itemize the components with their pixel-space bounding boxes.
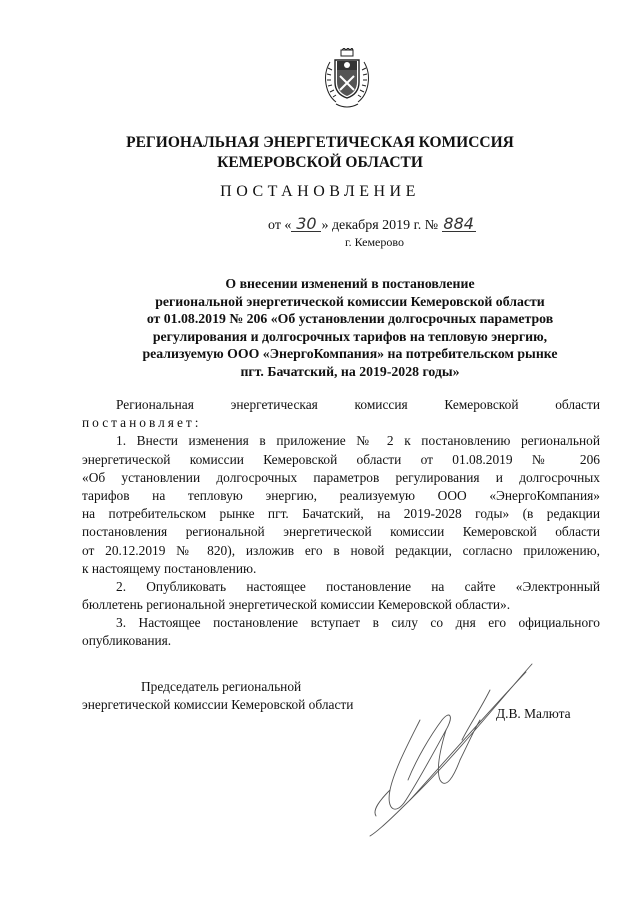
paragraph-1-line: энергетической комиссии Кемеровской области от 01.08.2019 № 206 bbox=[82, 451, 600, 467]
paragraph-1-line: на потребительском рынке пгт. Бачатский, на 2019-2028 годы» (в редакции bbox=[82, 506, 600, 522]
title-line: О внесении изменений в постановление bbox=[225, 276, 475, 291]
organization-name-line1: РЕГИОНАЛЬНАЯ ЭНЕРГЕТИЧЕСКАЯ КОМИССИЯ bbox=[126, 134, 514, 151]
signatory-position-line2: энергетической комиссии Кемеровской области bbox=[82, 697, 354, 712]
document-title bbox=[100, 275, 600, 381]
organization-name-line2: КЕМЕРОВСКОЙ ОБЛАСТИ bbox=[217, 154, 423, 171]
date-prefix: от « bbox=[268, 218, 292, 233]
paragraph-1-line: от 20.12.2019 № 820), изложив его в новой редакции, согласно приложению, bbox=[82, 542, 600, 558]
title-line: от 01.08.2019 № 206 «Об установлении долгосрочных параметров bbox=[146, 311, 554, 327]
title-line: реализуемую ООО «ЭнергоКомпания» на потребительском рынке bbox=[142, 346, 558, 362]
city: г. Кемерово bbox=[345, 235, 404, 249]
title-line: региональной энергетической комиссии Кемеровской области bbox=[155, 293, 545, 309]
coat-of-arms-icon bbox=[322, 48, 372, 110]
paragraph-3-line: 3. Настоящее постановление вступает в силу со дня его официального bbox=[116, 615, 600, 631]
handwritten-signature bbox=[350, 660, 540, 840]
paragraph-2-line: бюллетень региональной энергетической комиссии Кемеровской области». bbox=[82, 597, 511, 613]
intro-verb: постановляет: bbox=[82, 415, 202, 431]
signatory-name: Д.В. Малюта bbox=[496, 706, 571, 721]
document-body bbox=[82, 396, 600, 651]
paragraph-1-line: 1. Внести изменения в приложение № 2 к постановлению региональной bbox=[116, 433, 600, 449]
signatory-position bbox=[82, 678, 353, 714]
paragraph-2-line: 2. Опубликовать настоящее постановление на сайте «Электронный bbox=[116, 578, 600, 594]
paragraph-1-line: «Об установлении долгосрочных параметров регулирования и долгосрочных bbox=[82, 469, 600, 485]
title-line: регулирования и долгосрочных тарифов на тепловую энергию, bbox=[152, 328, 548, 344]
paragraph-3-line: опубликования. bbox=[82, 633, 172, 649]
document-number-handwritten: 884 bbox=[443, 214, 474, 233]
paragraph-1-line: к настоящему постановлению. bbox=[82, 560, 257, 576]
document-type: ПОСТАНОВЛЕНИЕ bbox=[220, 183, 420, 200]
title-line: пгт. Бачатский, на 2019-2028 годы» bbox=[240, 363, 460, 379]
date-number-line bbox=[268, 216, 476, 234]
paragraph-1-line: тарифов на тепловую энергию, реализуемую ООО «ЭнергоКомпания» bbox=[82, 487, 600, 503]
intro-line: Региональная энергетическая комиссия Кемеровской области bbox=[116, 397, 600, 412]
date-middle: » декабря 2019 г. № bbox=[321, 218, 439, 233]
paragraph-1-line: постановления региональной энергетической комиссии Кемеровской области bbox=[82, 524, 600, 540]
signatory-position-line1: Председатель региональной bbox=[141, 679, 302, 694]
date-day-handwritten: 30 bbox=[291, 216, 321, 232]
